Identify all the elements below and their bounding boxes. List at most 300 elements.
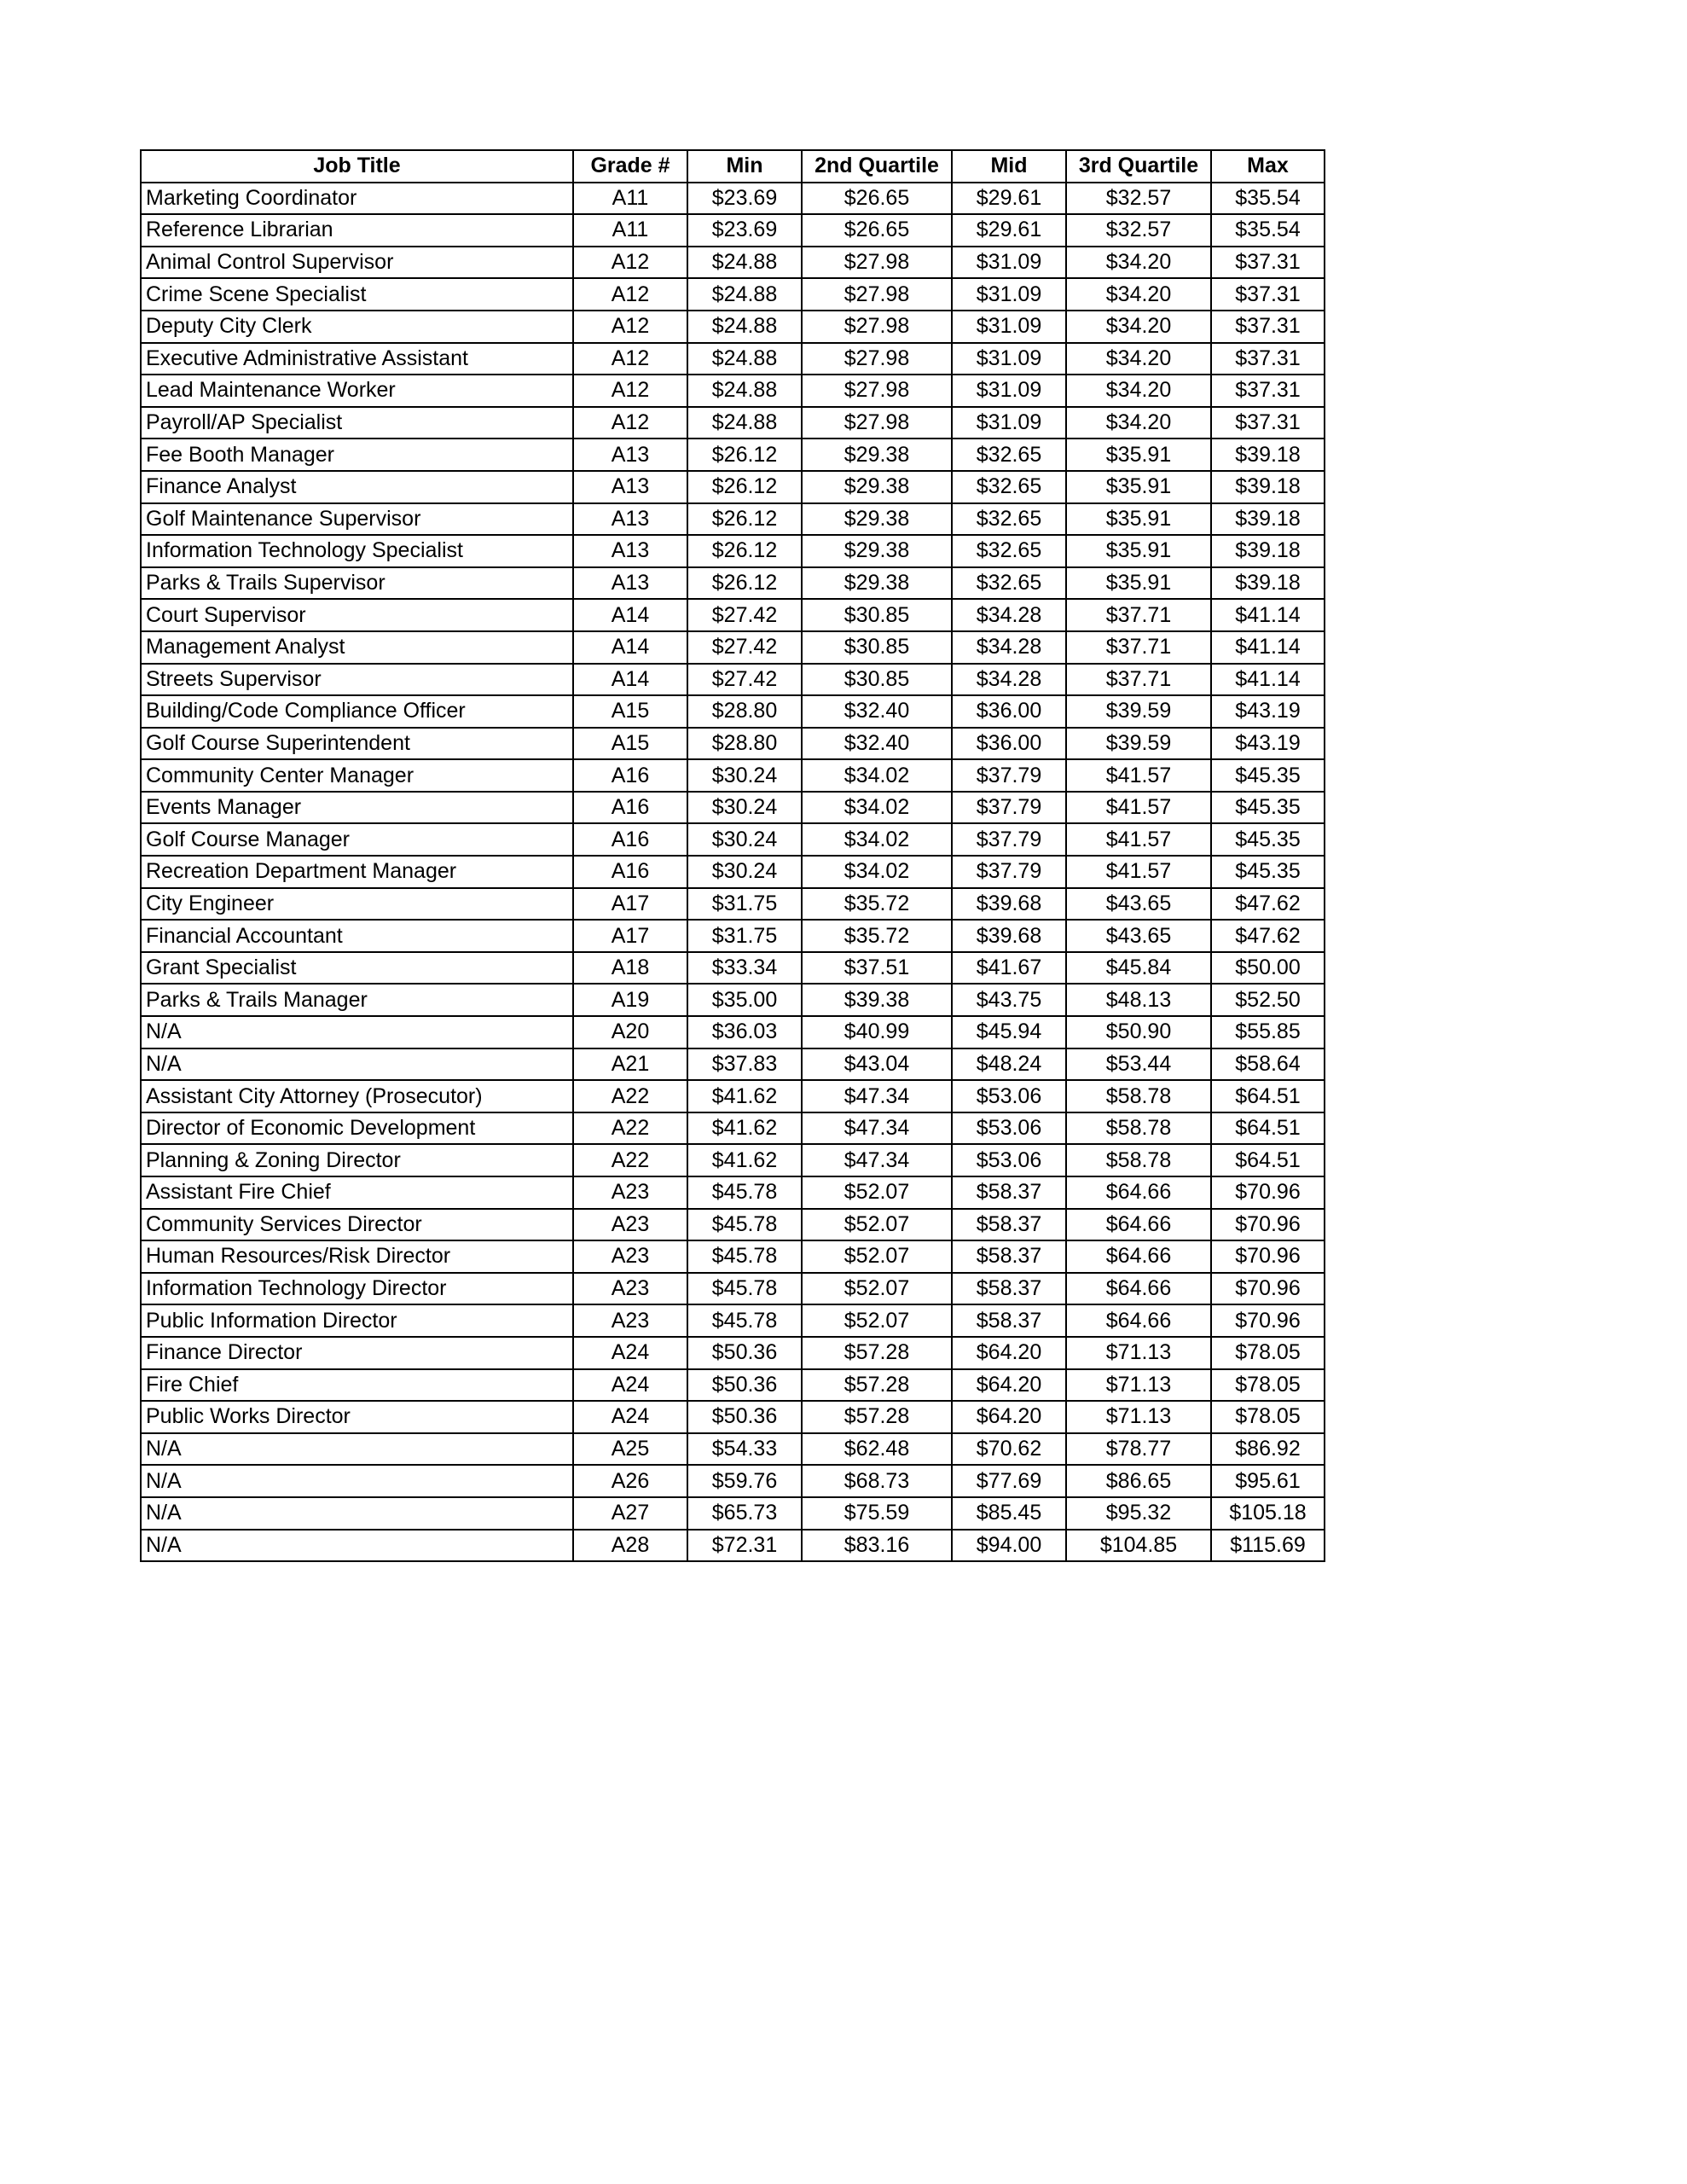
cell-3rd-quartile: $32.57 bbox=[1066, 183, 1211, 215]
table-row bbox=[141, 728, 1325, 760]
cell-min: $24.88 bbox=[687, 247, 802, 279]
cell-grade: A11 bbox=[573, 214, 687, 247]
cell-2nd-quartile: $35.72 bbox=[802, 920, 952, 952]
cell-2nd-quartile: $35.72 bbox=[802, 888, 952, 921]
cell-grade: A23 bbox=[573, 1240, 687, 1273]
cell-2nd-quartile: $75.59 bbox=[802, 1497, 952, 1530]
cell-min: $28.80 bbox=[687, 728, 802, 760]
cell-max: $64.51 bbox=[1211, 1080, 1325, 1112]
cell-max: $70.96 bbox=[1211, 1209, 1325, 1241]
table-row bbox=[141, 183, 1325, 215]
cell-3rd-quartile: $35.91 bbox=[1066, 503, 1211, 536]
cell-min: $24.88 bbox=[687, 278, 802, 311]
cell-min: $45.78 bbox=[687, 1209, 802, 1241]
cell-max: $95.61 bbox=[1211, 1465, 1325, 1497]
cell-job-title: Finance Analyst bbox=[141, 471, 573, 503]
cell-min: $23.69 bbox=[687, 214, 802, 247]
cell-job-title: Streets Supervisor bbox=[141, 664, 573, 696]
table-row bbox=[141, 952, 1325, 985]
cell-max: $37.31 bbox=[1211, 278, 1325, 311]
cell-2nd-quartile: $27.98 bbox=[802, 375, 952, 407]
table-header bbox=[141, 150, 1325, 183]
cell-max: $52.50 bbox=[1211, 984, 1325, 1016]
cell-job-title: Assistant Fire Chief bbox=[141, 1176, 573, 1209]
cell-grade: A19 bbox=[573, 984, 687, 1016]
cell-min: $23.69 bbox=[687, 183, 802, 215]
cell-mid: $77.69 bbox=[952, 1465, 1066, 1497]
cell-2nd-quartile: $52.07 bbox=[802, 1176, 952, 1209]
cell-max: $55.85 bbox=[1211, 1016, 1325, 1048]
cell-grade: A12 bbox=[573, 343, 687, 375]
cell-max: $70.96 bbox=[1211, 1176, 1325, 1209]
cell-3rd-quartile: $71.13 bbox=[1066, 1401, 1211, 1433]
cell-3rd-quartile: $64.66 bbox=[1066, 1209, 1211, 1241]
cell-mid: $36.00 bbox=[952, 695, 1066, 728]
cell-job-title: N/A bbox=[141, 1530, 573, 1562]
cell-mid: $64.20 bbox=[952, 1337, 1066, 1369]
cell-2nd-quartile: $43.04 bbox=[802, 1048, 952, 1081]
cell-3rd-quartile: $37.71 bbox=[1066, 664, 1211, 696]
cell-3rd-quartile: $58.78 bbox=[1066, 1112, 1211, 1145]
cell-3rd-quartile: $104.85 bbox=[1066, 1530, 1211, 1562]
cell-mid: $58.37 bbox=[952, 1176, 1066, 1209]
cell-mid: $32.65 bbox=[952, 439, 1066, 471]
cell-mid: $31.09 bbox=[952, 343, 1066, 375]
cell-job-title: Court Supervisor bbox=[141, 599, 573, 631]
cell-3rd-quartile: $43.65 bbox=[1066, 920, 1211, 952]
cell-mid: $70.62 bbox=[952, 1433, 1066, 1466]
cell-mid: $37.79 bbox=[952, 823, 1066, 856]
cell-min: $26.12 bbox=[687, 535, 802, 567]
cell-mid: $37.79 bbox=[952, 792, 1066, 824]
cell-mid: $31.09 bbox=[952, 311, 1066, 343]
cell-3rd-quartile: $37.71 bbox=[1066, 599, 1211, 631]
cell-2nd-quartile: $34.02 bbox=[802, 759, 952, 792]
cell-job-title: Golf Maintenance Supervisor bbox=[141, 503, 573, 536]
cell-min: $41.62 bbox=[687, 1144, 802, 1176]
cell-mid: $53.06 bbox=[952, 1080, 1066, 1112]
cell-max: $35.54 bbox=[1211, 183, 1325, 215]
cell-2nd-quartile: $29.38 bbox=[802, 567, 952, 600]
table-row bbox=[141, 278, 1325, 311]
cell-max: $35.54 bbox=[1211, 214, 1325, 247]
cell-grade: A14 bbox=[573, 631, 687, 664]
cell-min: $35.00 bbox=[687, 984, 802, 1016]
cell-job-title: Information Technology Director bbox=[141, 1273, 573, 1305]
cell-2nd-quartile: $29.38 bbox=[802, 471, 952, 503]
cell-min: $45.78 bbox=[687, 1273, 802, 1305]
table-row bbox=[141, 1016, 1325, 1048]
table-row bbox=[141, 664, 1325, 696]
cell-min: $24.88 bbox=[687, 343, 802, 375]
cell-min: $26.12 bbox=[687, 439, 802, 471]
cell-max: $64.51 bbox=[1211, 1112, 1325, 1145]
table-row bbox=[141, 1497, 1325, 1530]
header-row bbox=[141, 150, 1325, 183]
table-row bbox=[141, 823, 1325, 856]
table-row bbox=[141, 1209, 1325, 1241]
table-row bbox=[141, 792, 1325, 824]
cell-mid: $94.00 bbox=[952, 1530, 1066, 1562]
cell-grade: A13 bbox=[573, 439, 687, 471]
cell-min: $24.88 bbox=[687, 375, 802, 407]
header-max: Max bbox=[1211, 150, 1325, 183]
cell-3rd-quartile: $34.20 bbox=[1066, 247, 1211, 279]
cell-2nd-quartile: $26.65 bbox=[802, 214, 952, 247]
cell-2nd-quartile: $57.28 bbox=[802, 1337, 952, 1369]
cell-max: $105.18 bbox=[1211, 1497, 1325, 1530]
cell-mid: $34.28 bbox=[952, 631, 1066, 664]
cell-max: $45.35 bbox=[1211, 792, 1325, 824]
cell-job-title: Building/Code Compliance Officer bbox=[141, 695, 573, 728]
cell-2nd-quartile: $34.02 bbox=[802, 792, 952, 824]
cell-3rd-quartile: $41.57 bbox=[1066, 759, 1211, 792]
cell-min: $50.36 bbox=[687, 1401, 802, 1433]
cell-2nd-quartile: $40.99 bbox=[802, 1016, 952, 1048]
table-row bbox=[141, 695, 1325, 728]
cell-2nd-quartile: $62.48 bbox=[802, 1433, 952, 1466]
table-row bbox=[141, 439, 1325, 471]
cell-max: $45.35 bbox=[1211, 856, 1325, 888]
cell-2nd-quartile: $34.02 bbox=[802, 823, 952, 856]
cell-max: $37.31 bbox=[1211, 375, 1325, 407]
cell-mid: $58.37 bbox=[952, 1304, 1066, 1337]
cell-job-title: Management Analyst bbox=[141, 631, 573, 664]
table-row bbox=[141, 214, 1325, 247]
table-row bbox=[141, 1337, 1325, 1369]
cell-job-title: Grant Specialist bbox=[141, 952, 573, 985]
cell-min: $27.42 bbox=[687, 599, 802, 631]
cell-max: $37.31 bbox=[1211, 343, 1325, 375]
table-row bbox=[141, 1176, 1325, 1209]
cell-2nd-quartile: $57.28 bbox=[802, 1401, 952, 1433]
cell-job-title: Finance Director bbox=[141, 1337, 573, 1369]
cell-mid: $43.75 bbox=[952, 984, 1066, 1016]
cell-min: $41.62 bbox=[687, 1112, 802, 1145]
cell-job-title: Information Technology Specialist bbox=[141, 535, 573, 567]
cell-grade: A18 bbox=[573, 952, 687, 985]
cell-grade: A22 bbox=[573, 1112, 687, 1145]
cell-3rd-quartile: $41.57 bbox=[1066, 856, 1211, 888]
cell-job-title: Marketing Coordinator bbox=[141, 183, 573, 215]
cell-3rd-quartile: $41.57 bbox=[1066, 792, 1211, 824]
cell-job-title: N/A bbox=[141, 1048, 573, 1081]
cell-max: $37.31 bbox=[1211, 247, 1325, 279]
cell-grade: A25 bbox=[573, 1433, 687, 1466]
cell-3rd-quartile: $41.57 bbox=[1066, 823, 1211, 856]
cell-job-title: N/A bbox=[141, 1465, 573, 1497]
table-row bbox=[141, 1369, 1325, 1402]
cell-mid: $29.61 bbox=[952, 183, 1066, 215]
cell-grade: A13 bbox=[573, 503, 687, 536]
cell-mid: $58.37 bbox=[952, 1209, 1066, 1241]
cell-job-title: N/A bbox=[141, 1497, 573, 1530]
cell-min: $59.76 bbox=[687, 1465, 802, 1497]
table-row bbox=[141, 1465, 1325, 1497]
cell-2nd-quartile: $30.85 bbox=[802, 664, 952, 696]
cell-3rd-quartile: $45.84 bbox=[1066, 952, 1211, 985]
cell-2nd-quartile: $47.34 bbox=[802, 1144, 952, 1176]
cell-grade: A24 bbox=[573, 1369, 687, 1402]
cell-max: $41.14 bbox=[1211, 664, 1325, 696]
cell-mid: $31.09 bbox=[952, 375, 1066, 407]
cell-min: $36.03 bbox=[687, 1016, 802, 1048]
cell-3rd-quartile: $64.66 bbox=[1066, 1176, 1211, 1209]
cell-grade: A24 bbox=[573, 1401, 687, 1433]
cell-mid: $48.24 bbox=[952, 1048, 1066, 1081]
header-job-title: Job Title bbox=[141, 150, 573, 183]
table-row bbox=[141, 856, 1325, 888]
table-row bbox=[141, 407, 1325, 439]
cell-min: $27.42 bbox=[687, 631, 802, 664]
cell-min: $28.80 bbox=[687, 695, 802, 728]
cell-min: $24.88 bbox=[687, 311, 802, 343]
cell-job-title: Fire Chief bbox=[141, 1369, 573, 1402]
cell-min: $30.24 bbox=[687, 759, 802, 792]
cell-max: $39.18 bbox=[1211, 439, 1325, 471]
cell-2nd-quartile: $57.28 bbox=[802, 1369, 952, 1402]
cell-3rd-quartile: $71.13 bbox=[1066, 1337, 1211, 1369]
cell-2nd-quartile: $27.98 bbox=[802, 311, 952, 343]
cell-mid: $36.00 bbox=[952, 728, 1066, 760]
cell-job-title: Human Resources/Risk Director bbox=[141, 1240, 573, 1273]
table-row bbox=[141, 247, 1325, 279]
cell-2nd-quartile: $52.07 bbox=[802, 1209, 952, 1241]
table-row bbox=[141, 503, 1325, 536]
cell-mid: $39.68 bbox=[952, 920, 1066, 952]
table-row bbox=[141, 1080, 1325, 1112]
cell-max: $45.35 bbox=[1211, 759, 1325, 792]
cell-job-title: Golf Course Manager bbox=[141, 823, 573, 856]
cell-2nd-quartile: $30.85 bbox=[802, 631, 952, 664]
cell-2nd-quartile: $37.51 bbox=[802, 952, 952, 985]
cell-mid: $32.65 bbox=[952, 471, 1066, 503]
table-row bbox=[141, 471, 1325, 503]
cell-max: $39.18 bbox=[1211, 535, 1325, 567]
cell-grade: A16 bbox=[573, 759, 687, 792]
cell-mid: $58.37 bbox=[952, 1240, 1066, 1273]
cell-min: $31.75 bbox=[687, 888, 802, 921]
cell-job-title: Public Information Director bbox=[141, 1304, 573, 1337]
cell-job-title: Planning & Zoning Director bbox=[141, 1144, 573, 1176]
cell-2nd-quartile: $47.34 bbox=[802, 1112, 952, 1145]
table-row bbox=[141, 1530, 1325, 1562]
cell-2nd-quartile: $29.38 bbox=[802, 503, 952, 536]
cell-3rd-quartile: $34.20 bbox=[1066, 343, 1211, 375]
cell-2nd-quartile: $83.16 bbox=[802, 1530, 952, 1562]
cell-max: $64.51 bbox=[1211, 1144, 1325, 1176]
cell-2nd-quartile: $27.98 bbox=[802, 343, 952, 375]
cell-max: $45.35 bbox=[1211, 823, 1325, 856]
cell-grade: A12 bbox=[573, 375, 687, 407]
cell-grade: A22 bbox=[573, 1144, 687, 1176]
cell-3rd-quartile: $37.71 bbox=[1066, 631, 1211, 664]
cell-mid: $31.09 bbox=[952, 278, 1066, 311]
cell-max: $70.96 bbox=[1211, 1304, 1325, 1337]
cell-max: $39.18 bbox=[1211, 471, 1325, 503]
cell-2nd-quartile: $68.73 bbox=[802, 1465, 952, 1497]
cell-min: $30.24 bbox=[687, 823, 802, 856]
cell-3rd-quartile: $64.66 bbox=[1066, 1273, 1211, 1305]
table-row bbox=[141, 1048, 1325, 1081]
cell-3rd-quartile: $39.59 bbox=[1066, 695, 1211, 728]
cell-mid: $53.06 bbox=[952, 1144, 1066, 1176]
cell-mid: $31.09 bbox=[952, 247, 1066, 279]
table-row bbox=[141, 888, 1325, 921]
table-row bbox=[141, 1144, 1325, 1176]
table-row bbox=[141, 1433, 1325, 1466]
header-min: Min bbox=[687, 150, 802, 183]
cell-3rd-quartile: $64.66 bbox=[1066, 1240, 1211, 1273]
cell-grade: A13 bbox=[573, 471, 687, 503]
cell-mid: $39.68 bbox=[952, 888, 1066, 921]
cell-grade: A21 bbox=[573, 1048, 687, 1081]
cell-mid: $64.20 bbox=[952, 1369, 1066, 1402]
cell-mid: $37.79 bbox=[952, 759, 1066, 792]
cell-max: $58.64 bbox=[1211, 1048, 1325, 1081]
cell-min: $54.33 bbox=[687, 1433, 802, 1466]
cell-2nd-quartile: $27.98 bbox=[802, 407, 952, 439]
cell-grade: A12 bbox=[573, 278, 687, 311]
cell-job-title: Community Services Director bbox=[141, 1209, 573, 1241]
cell-min: $30.24 bbox=[687, 856, 802, 888]
table-row bbox=[141, 343, 1325, 375]
cell-job-title: Director of Economic Development bbox=[141, 1112, 573, 1145]
cell-mid: $31.09 bbox=[952, 407, 1066, 439]
cell-min: $24.88 bbox=[687, 407, 802, 439]
cell-2nd-quartile: $32.40 bbox=[802, 728, 952, 760]
cell-mid: $64.20 bbox=[952, 1401, 1066, 1433]
cell-mid: $45.94 bbox=[952, 1016, 1066, 1048]
cell-grade: A13 bbox=[573, 567, 687, 600]
cell-min: $50.36 bbox=[687, 1369, 802, 1402]
cell-grade: A16 bbox=[573, 823, 687, 856]
cell-3rd-quartile: $34.20 bbox=[1066, 278, 1211, 311]
cell-job-title: Fee Booth Manager bbox=[141, 439, 573, 471]
cell-3rd-quartile: $48.13 bbox=[1066, 984, 1211, 1016]
cell-grade: A17 bbox=[573, 888, 687, 921]
cell-job-title: Reference Librarian bbox=[141, 214, 573, 247]
cell-mid: $32.65 bbox=[952, 535, 1066, 567]
cell-job-title: Events Manager bbox=[141, 792, 573, 824]
pay-grade-sheet bbox=[140, 149, 1324, 1562]
cell-job-title: N/A bbox=[141, 1016, 573, 1048]
cell-grade: A14 bbox=[573, 664, 687, 696]
table-row bbox=[141, 1112, 1325, 1145]
cell-3rd-quartile: $32.57 bbox=[1066, 214, 1211, 247]
cell-max: $43.19 bbox=[1211, 728, 1325, 760]
cell-max: $70.96 bbox=[1211, 1240, 1325, 1273]
cell-2nd-quartile: $32.40 bbox=[802, 695, 952, 728]
cell-grade: A27 bbox=[573, 1497, 687, 1530]
cell-2nd-quartile: $47.34 bbox=[802, 1080, 952, 1112]
cell-max: $86.92 bbox=[1211, 1433, 1325, 1466]
table-row bbox=[141, 375, 1325, 407]
header-3rd-quartile: 3rd Quartile bbox=[1066, 150, 1211, 183]
cell-3rd-quartile: $35.91 bbox=[1066, 471, 1211, 503]
cell-mid: $34.28 bbox=[952, 599, 1066, 631]
cell-mid: $29.61 bbox=[952, 214, 1066, 247]
cell-grade: A13 bbox=[573, 535, 687, 567]
cell-grade: A15 bbox=[573, 728, 687, 760]
cell-job-title: Assistant City Attorney (Prosecutor) bbox=[141, 1080, 573, 1112]
cell-mid: $37.79 bbox=[952, 856, 1066, 888]
table-row bbox=[141, 567, 1325, 600]
table-row bbox=[141, 311, 1325, 343]
cell-grade: A12 bbox=[573, 407, 687, 439]
cell-max: $78.05 bbox=[1211, 1369, 1325, 1402]
table-row bbox=[141, 920, 1325, 952]
cell-min: $26.12 bbox=[687, 503, 802, 536]
cell-3rd-quartile: $35.91 bbox=[1066, 535, 1211, 567]
cell-job-title: Public Works Director bbox=[141, 1401, 573, 1433]
cell-max: $37.31 bbox=[1211, 311, 1325, 343]
cell-grade: A23 bbox=[573, 1209, 687, 1241]
table-row bbox=[141, 1273, 1325, 1305]
table-row bbox=[141, 1401, 1325, 1433]
cell-grade: A24 bbox=[573, 1337, 687, 1369]
cell-3rd-quartile: $95.32 bbox=[1066, 1497, 1211, 1530]
cell-3rd-quartile: $78.77 bbox=[1066, 1433, 1211, 1466]
cell-2nd-quartile: $52.07 bbox=[802, 1240, 952, 1273]
cell-2nd-quartile: $29.38 bbox=[802, 535, 952, 567]
header-mid: Mid bbox=[952, 150, 1066, 183]
cell-max: $39.18 bbox=[1211, 503, 1325, 536]
cell-max: $47.62 bbox=[1211, 888, 1325, 921]
cell-grade: A23 bbox=[573, 1304, 687, 1337]
cell-mid: $41.67 bbox=[952, 952, 1066, 985]
cell-grade: A12 bbox=[573, 311, 687, 343]
table-body bbox=[141, 183, 1325, 1562]
cell-3rd-quartile: $71.13 bbox=[1066, 1369, 1211, 1402]
table-row bbox=[141, 599, 1325, 631]
cell-min: $31.75 bbox=[687, 920, 802, 952]
cell-grade: A16 bbox=[573, 856, 687, 888]
cell-3rd-quartile: $35.91 bbox=[1066, 567, 1211, 600]
cell-2nd-quartile: $52.07 bbox=[802, 1273, 952, 1305]
cell-grade: A17 bbox=[573, 920, 687, 952]
cell-3rd-quartile: $34.20 bbox=[1066, 407, 1211, 439]
table-row bbox=[141, 759, 1325, 792]
cell-job-title: Golf Course Superintendent bbox=[141, 728, 573, 760]
cell-max: $41.14 bbox=[1211, 631, 1325, 664]
cell-grade: A16 bbox=[573, 792, 687, 824]
cell-3rd-quartile: $86.65 bbox=[1066, 1465, 1211, 1497]
cell-job-title: Parks & Trails Manager bbox=[141, 984, 573, 1016]
cell-grade: A26 bbox=[573, 1465, 687, 1497]
cell-grade: A12 bbox=[573, 247, 687, 279]
header-grade: Grade # bbox=[573, 150, 687, 183]
cell-3rd-quartile: $35.91 bbox=[1066, 439, 1211, 471]
cell-job-title: Executive Administrative Assistant bbox=[141, 343, 573, 375]
cell-mid: $85.45 bbox=[952, 1497, 1066, 1530]
cell-grade: A22 bbox=[573, 1080, 687, 1112]
cell-job-title: City Engineer bbox=[141, 888, 573, 921]
table-row bbox=[141, 1304, 1325, 1337]
cell-min: $26.12 bbox=[687, 567, 802, 600]
cell-mid: $53.06 bbox=[952, 1112, 1066, 1145]
cell-max: $37.31 bbox=[1211, 407, 1325, 439]
cell-grade: A28 bbox=[573, 1530, 687, 1562]
cell-max: $43.19 bbox=[1211, 695, 1325, 728]
header-2nd-quartile: 2nd Quartile bbox=[802, 150, 952, 183]
cell-min: $30.24 bbox=[687, 792, 802, 824]
cell-3rd-quartile: $50.90 bbox=[1066, 1016, 1211, 1048]
table-row bbox=[141, 984, 1325, 1016]
cell-mid: $58.37 bbox=[952, 1273, 1066, 1305]
cell-min: $50.36 bbox=[687, 1337, 802, 1369]
cell-grade: A11 bbox=[573, 183, 687, 215]
